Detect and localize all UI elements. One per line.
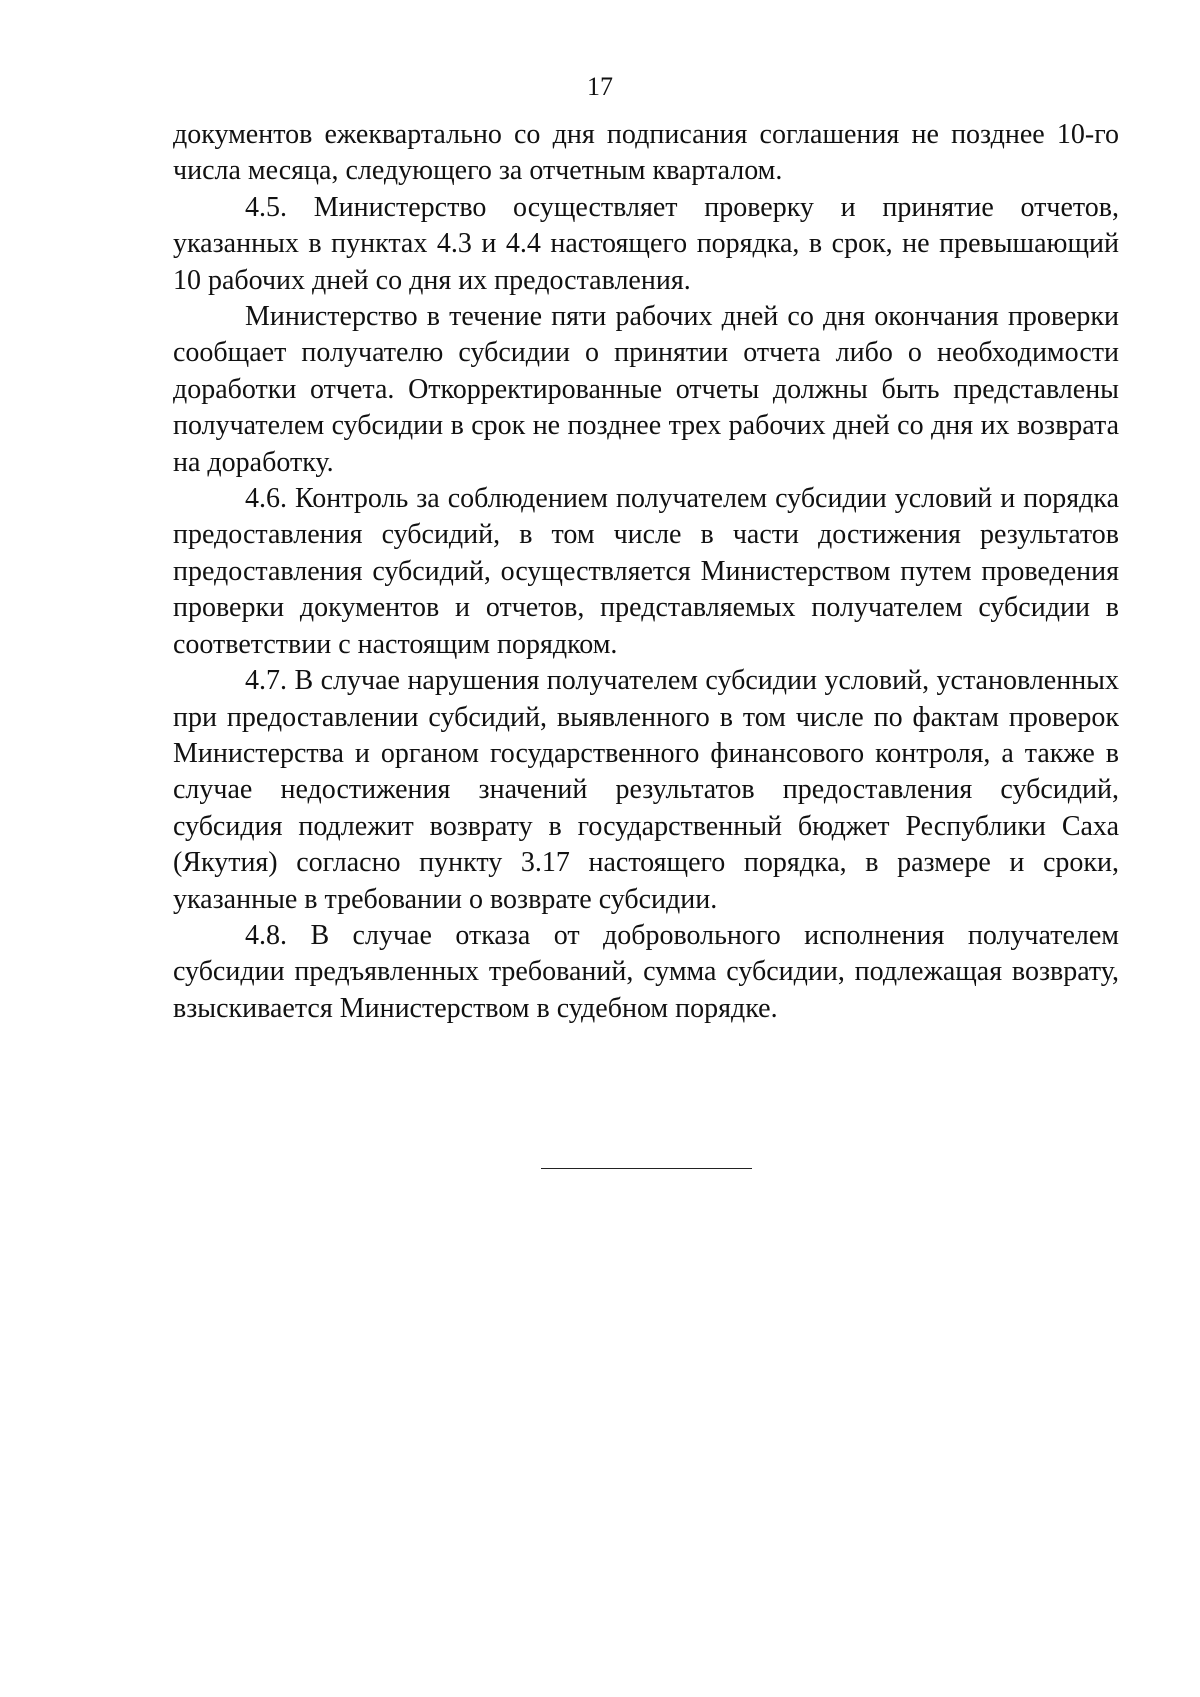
paragraph-4-7: 4.7. В случае нарушения получателем субсидии условий, установленных при предоставлении субсидий, выявленного в том числе по фактам проверок Министерства и органом государственного финансового контроля, а также в случае недостижения значений результатов предоставления субсидий, субсидия подлежит возврату в государственный бюджет Республики Саха (Якутия) согласно пункту 3.17 настоящего порядка, в размере и сроки, указанные в требовании о возврате субсидии. xyxy=(173,665,1119,915)
page-number: 17 xyxy=(587,72,613,101)
paragraph-4-5-continued: Министерство в течение пяти рабочих дней со дня окончания проверки сообщает получателю субсидии о принятии отчета либо о необходимости доработки отчета. Откорректированные отчеты должны быть представлены получателем субсидии в срок не позднее трех рабочих дней со дня их возврата на доработку. xyxy=(173,301,1119,478)
paragraph-4-6: 4.6. Контроль за соблюдением получателем субсидии условий и порядка предоставления субсидий, в том числе в части достижения результатов предоставления субсидий, осуществляется Министерством путем проведения проверки документов и отчетов, представляемых получателем субсидии в соответствии с настоящим порядком. xyxy=(173,483,1119,660)
paragraph-4-5: 4.5. Министерство осуществляет проверку и принятие отчетов, указанных в пунктах 4.3 и 4.4 настоящего порядка, в срок, не превышающий 10 рабочих дней со дня их предоставления. xyxy=(173,191,1119,296)
document-body xyxy=(173,117,1119,1027)
paragraph-4-8: 4.8. В случае отказа от добровольного исполнения получателем субсидии предъявленных требований, сумма субсидии, подлежащая возврату, взыскивается Министерством в судебном порядке. xyxy=(173,919,1119,1024)
end-divider-line xyxy=(541,1168,752,1169)
paragraph-continuation: документов ежеквартально со дня подписания соглашения не позднее 10-го числа месяца, следующего за отчетным кварталом. xyxy=(173,119,1119,187)
